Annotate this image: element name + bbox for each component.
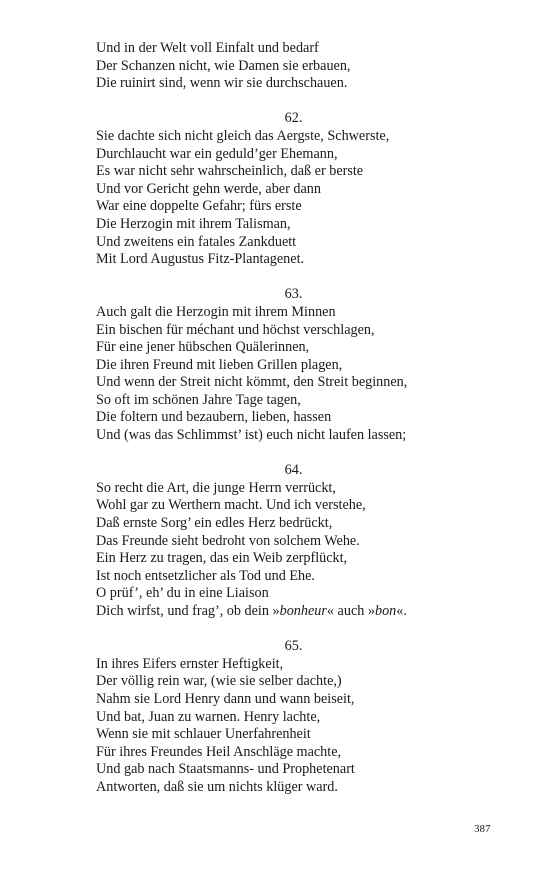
stanza-number: 65. [284,638,303,655]
line-text: Dich wirfst, und frag’, ob dein » [96,603,280,619]
stanza-number: 62. [284,110,303,127]
verse-line: Ein bischen für méchant und höchst verschlagen, [96,321,375,338]
verse-line: Der völlig rein war, (wie sie selber dachte,) [96,673,342,690]
stanza-62 [96,110,516,268]
verse-line: So recht die Art, die junge Herrn verrückt, [96,479,336,496]
verse-line: Die ruinirt sind, wenn wir sie durchschauen. [96,75,348,92]
verse-line: Wenn sie mit schlauer Unerfahrenheit [96,726,311,743]
verse-line: In ihres Eifers ernster Heftigkeit, [96,655,284,672]
italic-word: bonheur [279,603,327,619]
verse-line: Die foltern und bezaubern, lieben, hassen [96,409,332,426]
stanza-number: 63. [284,286,303,303]
verse-line: Mit Lord Augustus Fitz-Plantagenet. [96,251,305,268]
verse-line: Und zweitens ein fatales Zankduett [96,233,297,250]
verse-line: Für eine jener hübschen Quälerinnen, [96,339,310,356]
verse-line: Und bat, Juan zu warnen. Henry lachte, [96,708,321,725]
verse-line: Auch galt die Herzogin mit ihrem Minnen [96,303,336,320]
verse-line: Ein Herz zu tragen, das ein Weib zerpflückt, [96,550,348,567]
verse-line: Antworten, daß sie um nichts klüger ward. [96,778,338,795]
italic-word: bon [374,603,397,619]
verse-text [96,40,516,797]
line-text: « auch » [326,603,375,619]
verse-line: Das Freunde sieht bedroht von solchem Wehe. [96,532,360,549]
verse-line: So oft im schönen Jahre Tage tagen, [96,391,301,408]
stanza-number: 64. [284,462,303,479]
verse-line: Und wenn der Streit nicht kömmt, den Streit beginnen, [96,374,408,391]
verse-line: War eine doppelte Gefahr; fürs erste [96,198,302,215]
verse-line: O prüf’, eh’ du in eine Liaison [96,585,269,602]
verse-line: Sie dachte sich nicht gleich das Aergste, Schwerste, [96,127,390,144]
verse-line: Durchlaucht war ein geduld’ger Ehemann, [96,145,338,162]
verse-line: Ist noch entsetzlicher als Tod und Ehe. [96,567,315,584]
page-number: 387 [474,823,491,835]
verse-line: Und in der Welt voll Einfalt und bedarf [96,40,319,56]
stanza-63 [96,286,516,444]
line-text: «. [396,603,407,619]
verse-line: Und gab nach Staatsmanns- und Prophetenart [96,761,355,778]
verse-line: Daß ernste Sorg’ ein edles Herz bedrückt, [96,515,333,532]
verse-line: Wohl gar zu Werthern macht. Und ich verstehe, [96,497,366,514]
verse-line: Für ihres Freundes Heil Anschläge machte, [96,743,342,760]
verse-line: Die ihren Freund mit lieben Grillen plagen, [96,356,343,373]
verse-line: Die Herzogin mit ihrem Talisman, [96,215,291,232]
verse-line: Es war nicht sehr wahrscheinlich, daß er berste [96,163,364,180]
verse-line: Nahm sie Lord Henry dann und wann beiseit, [96,690,355,707]
verse-line-mixed [96,603,516,621]
verse-line: Der Schanzen nicht, wie Damen sie erbauen, [96,57,351,74]
verse-line: Und vor Gericht gehn werde, aber dann [96,180,321,197]
stanza-64 [96,462,516,620]
opening-lines [96,40,516,93]
stanza-65 [96,638,516,796]
verse-line: Und (was das Schlimmst’ ist) euch nicht laufen lassen; [96,427,407,444]
